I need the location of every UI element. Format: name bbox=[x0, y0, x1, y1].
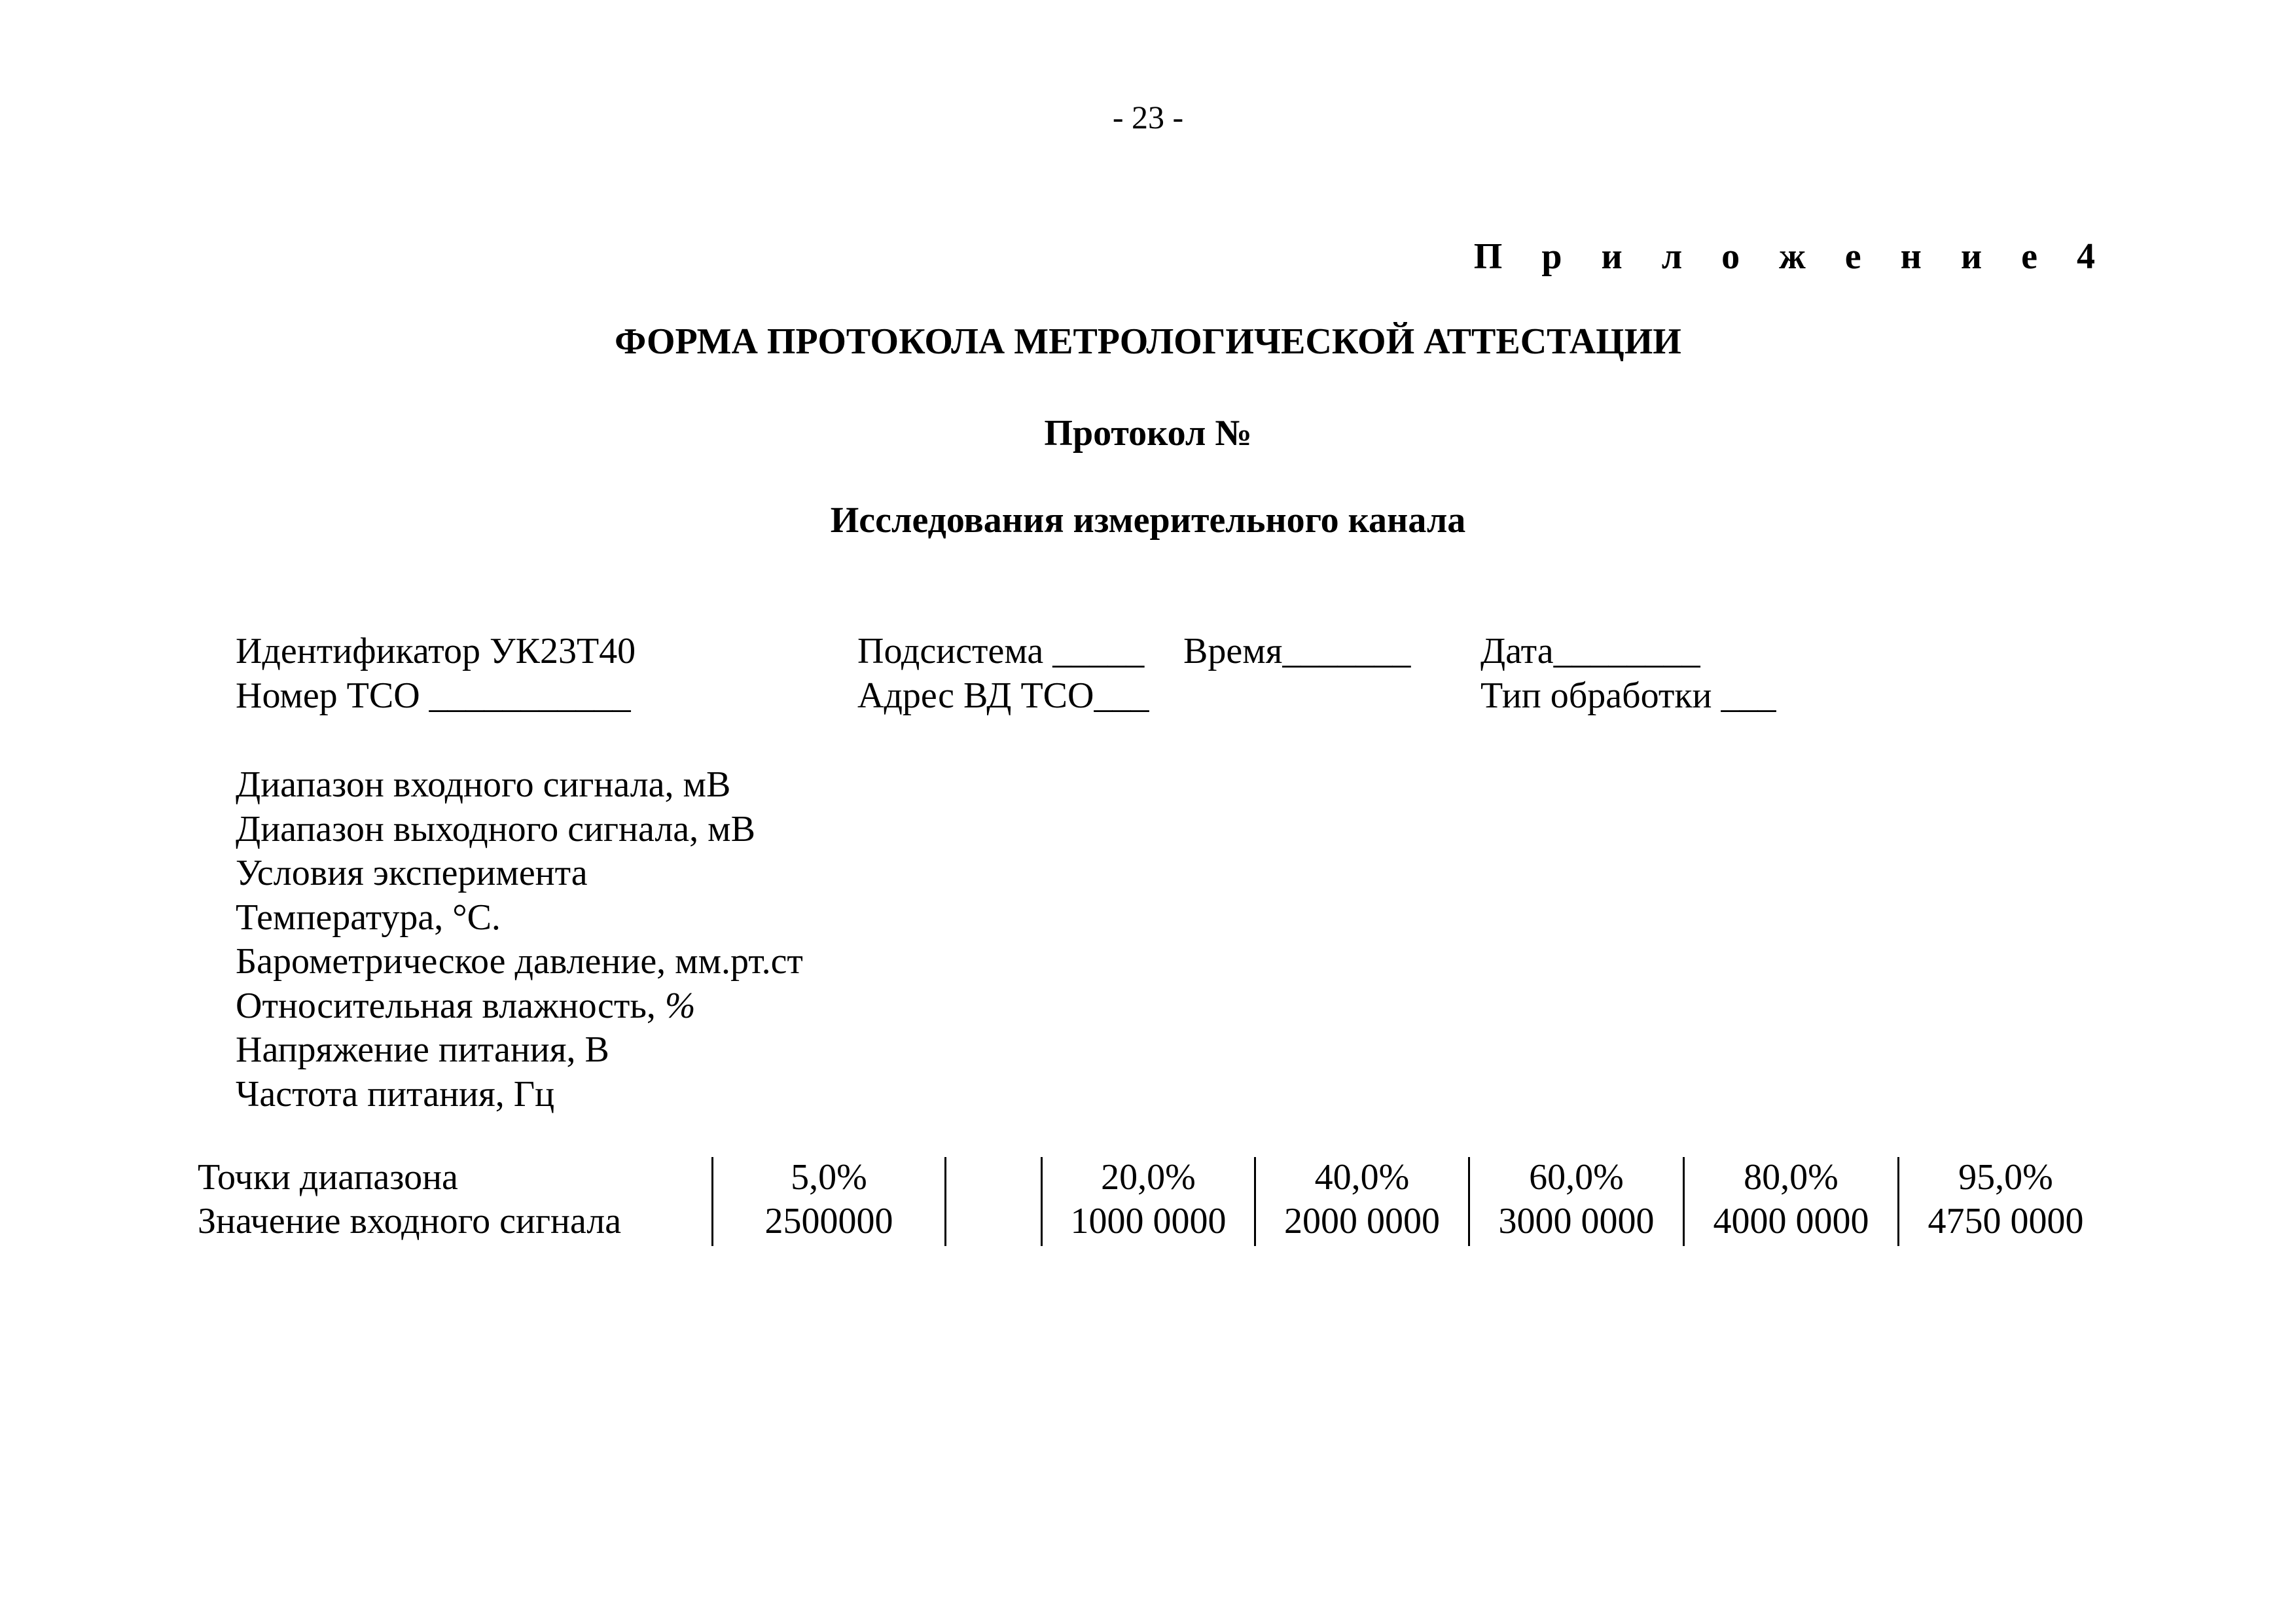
range-column-20 bbox=[1043, 1156, 1254, 1243]
appendix-label: П р и л о ж е н и е 4 bbox=[1473, 236, 2110, 277]
subsystem-field: Подсистема _____ bbox=[857, 631, 1145, 671]
range-value bbox=[946, 1200, 1041, 1243]
parameter-humidity-label: Относительная влажность, bbox=[236, 985, 656, 1026]
range-value: 1000 0000 bbox=[1070, 1201, 1227, 1241]
range-point: 60,0% bbox=[1529, 1157, 1624, 1198]
processing-type-field: Тип обработки ___ bbox=[1480, 675, 1776, 716]
range-column-80 bbox=[1685, 1156, 1897, 1243]
range-point: 80,0% bbox=[1744, 1157, 1839, 1198]
parameter-input-range: Диапазон входного сигнала, мВ bbox=[236, 764, 731, 805]
parameter-temperature: Температура, °С. bbox=[236, 897, 501, 938]
vd-address-field: Адрес ВД ТСО___ bbox=[857, 675, 1149, 716]
page-number: - 23 - bbox=[1112, 99, 1184, 135]
range-column-5 bbox=[713, 1156, 944, 1243]
range-point: 20,0% bbox=[1101, 1157, 1196, 1198]
range-column-60 bbox=[1470, 1156, 1683, 1243]
parameter-output-range: Диапазон выходного сигнала, мВ bbox=[236, 808, 755, 849]
range-value: 3000 0000 bbox=[1498, 1201, 1655, 1241]
time-field: Время_______ bbox=[1183, 631, 1411, 671]
humidity-unit: % bbox=[664, 985, 696, 1026]
tso-number-field: Номер ТСО ___________ bbox=[236, 675, 631, 716]
range-value: 4000 0000 bbox=[1713, 1201, 1869, 1241]
range-point: 5,0% bbox=[791, 1157, 867, 1198]
parameter-conditions: Условия эксперимента bbox=[236, 853, 588, 893]
form-title: ФОРМА ПРОТОКОЛА МЕТРОЛОГИЧЕСКОЙ АТТЕСТАЦИИ bbox=[615, 321, 1681, 362]
parameter-frequency: Частота питания, Гц bbox=[236, 1073, 555, 1115]
range-value: 2500000 bbox=[764, 1201, 893, 1241]
protocol-title: Протокол № bbox=[1044, 413, 1252, 454]
range-value: 2000 0000 bbox=[1284, 1201, 1440, 1241]
parameter-pressure: Барометрическое давление, мм.рт.ст bbox=[236, 941, 803, 982]
identifier-field: Идентификатор УК23Т40 bbox=[236, 631, 636, 671]
parameter-humidity bbox=[236, 984, 803, 1029]
range-point: 95,0% bbox=[1958, 1157, 2053, 1198]
date-field: Дата________ bbox=[1480, 631, 1700, 671]
range-column-95 bbox=[1899, 1156, 2112, 1243]
input-signal-label: Значение входного сигнала bbox=[198, 1201, 622, 1241]
parameter-voltage: Напряжение питания, В bbox=[236, 1029, 609, 1070]
range-points-label: Точки диапазона bbox=[198, 1157, 458, 1198]
range-value: 4750 0000 bbox=[1928, 1201, 2084, 1241]
range-column-40 bbox=[1256, 1156, 1468, 1243]
range-point: 40,0% bbox=[1314, 1157, 1410, 1198]
range-table-labels bbox=[198, 1156, 621, 1243]
parameters-list bbox=[236, 763, 803, 1116]
study-title: Исследования измерительного канала bbox=[830, 500, 1466, 541]
range-column-empty bbox=[946, 1156, 1041, 1243]
range-point bbox=[946, 1156, 1041, 1200]
